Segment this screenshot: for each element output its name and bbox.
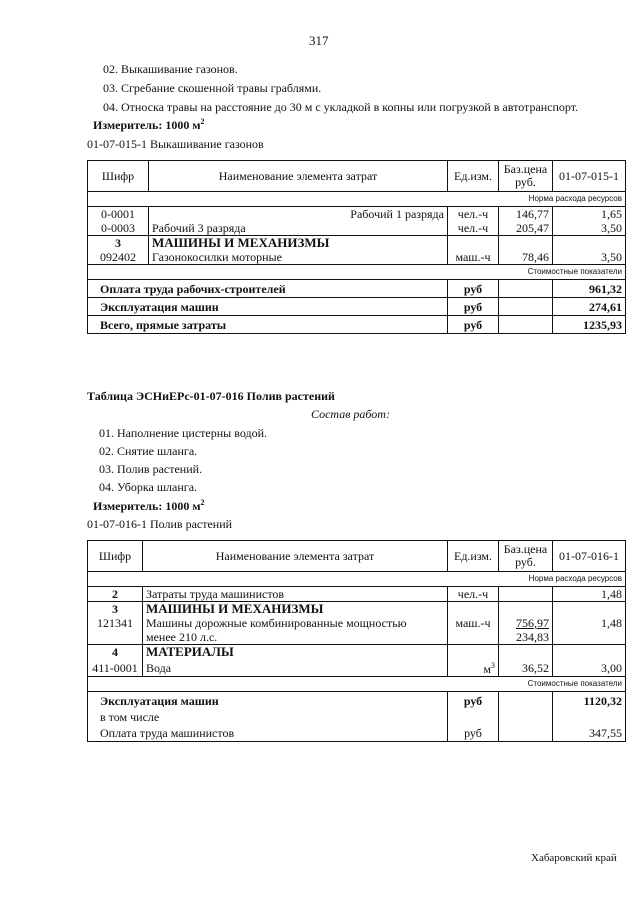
row-code: 092402 <box>88 250 149 265</box>
row-code: 3 <box>88 236 149 251</box>
table-01-07-016 <box>87 540 626 742</box>
page-number: 317 <box>309 33 329 48</box>
header-price: Баз.цена руб. <box>499 541 553 572</box>
row-price: 146,77 <box>499 207 553 222</box>
table-row <box>88 207 626 222</box>
item-2-title: 01-07-016-1 Полив растений <box>87 517 233 531</box>
total-value: 1235,93 <box>553 316 626 334</box>
total-unit: руб <box>448 298 499 316</box>
total-unit: руб <box>448 280 499 298</box>
row-value <box>553 236 626 251</box>
row-price-line-2: 234,83 <box>516 630 549 644</box>
total-name: Эксплуатация машин <box>88 298 448 316</box>
row-unit: чел.-ч <box>448 221 499 236</box>
row-unit: чел.-ч <box>448 587 499 602</box>
row-price: 78,46 <box>499 250 553 265</box>
header-code: Шифр <box>88 541 143 572</box>
total-price <box>499 692 553 710</box>
row-price: 205,47 <box>499 221 553 236</box>
header-unit: Ед.изм. <box>448 161 499 192</box>
total-unit: руб <box>448 316 499 334</box>
table-2-heading: Таблица ЭСНиЕРс-01-07-016 Полив растений <box>87 389 335 403</box>
row-value: 3,50 <box>553 250 626 265</box>
row-value <box>553 645 626 660</box>
total-price <box>499 280 553 298</box>
header-unit: Ед.изм. <box>448 541 499 572</box>
meter-1 <box>93 117 205 133</box>
row-unit <box>448 236 499 251</box>
row-price-line-1: 756,97 <box>516 616 549 630</box>
composition-label: Состав работ: <box>311 407 390 421</box>
table-2-norm-row <box>88 572 626 587</box>
table-row <box>88 221 626 236</box>
work2-item-03: 03. Полив растений. <box>99 462 203 476</box>
table-01-07-015 <box>87 160 626 334</box>
table-1-cost-row <box>88 265 626 280</box>
table-row <box>88 250 626 265</box>
total-unit <box>448 709 499 725</box>
header-name: Наименование элемента затрат <box>143 541 448 572</box>
total-name: Оплата труда машинистов <box>88 725 448 742</box>
meter-2-sup: 2 <box>200 498 205 507</box>
row-price <box>499 645 553 660</box>
row-value: 1,48 <box>553 616 626 645</box>
item-1-title: 01-07-015-1 Выкашивание газонов <box>87 137 264 151</box>
row-section-title: МАШИНЫ И МЕХАНИЗМЫ <box>143 602 448 617</box>
total-value: 274,61 <box>553 298 626 316</box>
row-name: Рабочий 3 разряда <box>149 221 448 236</box>
row-price <box>499 236 553 251</box>
work-item-04: 04. Относка травы на расстояние до 30 м с укладкой в копны или погрузкой в автотранспорт. <box>103 100 579 114</box>
row-name <box>143 616 448 645</box>
row-price <box>499 602 553 617</box>
footer-region: Хабаровский край <box>531 852 617 864</box>
row-section-title: МАШИНЫ И МЕХАНИЗМЫ <box>149 236 448 251</box>
table-1-header-row <box>88 161 626 192</box>
header-code-1: 01-07-015-1 <box>553 161 626 192</box>
total-value: 347,55 <box>553 725 626 742</box>
row-value: 1,65 <box>553 207 626 222</box>
row-code: 3 <box>88 602 143 617</box>
total-row <box>88 298 626 316</box>
cost-label: Стоимостные показатели <box>88 265 626 280</box>
row-value: 3,50 <box>553 221 626 236</box>
row-name: Затраты труда машинистов <box>143 587 448 602</box>
row-name-line-2: менее 210 л.с. <box>146 630 218 644</box>
table-row <box>88 645 626 660</box>
row-unit <box>448 602 499 617</box>
header-name: Наименование элемента затрат <box>149 161 448 192</box>
work-item-03: 03. Сгребание скошенной травы граблями. <box>103 81 322 95</box>
row-section-title: МАТЕРИАЛЫ <box>143 645 448 660</box>
total-value: 961,32 <box>553 280 626 298</box>
meter-1-text: Измеритель: 1000 м <box>93 118 201 132</box>
norm-label: Норма расхода ресурсов <box>88 572 626 587</box>
row-value: 1,48 <box>553 587 626 602</box>
total-name: Эксплуатация машин <box>88 692 448 710</box>
row-code: 411-0001 <box>88 659 143 677</box>
meter-1-sup: 2 <box>200 117 205 126</box>
row-name: Газонокосилки моторные <box>149 250 448 265</box>
meter-2 <box>93 498 205 514</box>
row-price <box>499 616 553 645</box>
row-unit: маш.-ч <box>448 616 499 645</box>
work2-item-01: 01. Наполнение цистерны водой. <box>99 426 267 440</box>
work2-item-02: 02. Снятие шланга. <box>99 444 198 458</box>
table-2-cost-row <box>88 677 626 692</box>
table-row <box>88 236 626 251</box>
header-code-2: 01-07-016-1 <box>553 541 626 572</box>
table-row <box>88 659 626 677</box>
total-value <box>553 709 626 725</box>
row-unit: чел.-ч <box>448 207 499 222</box>
row-name: Вода <box>143 659 448 677</box>
total-value: 1120,32 <box>553 692 626 710</box>
total-row <box>88 709 626 725</box>
row-unit-sup: 3 <box>491 661 495 670</box>
total-name: в том числе <box>88 709 448 725</box>
work2-item-04: 04. Уборка шланга. <box>99 480 198 494</box>
row-name: Рабочий 1 разряда <box>149 207 448 222</box>
total-price <box>499 316 553 334</box>
row-value <box>553 602 626 617</box>
total-price <box>499 725 553 742</box>
total-row <box>88 692 626 710</box>
row-unit <box>448 645 499 660</box>
row-code: 121341 <box>88 616 143 645</box>
row-value: 3,00 <box>553 659 626 677</box>
total-unit: руб <box>448 692 499 710</box>
row-unit-text: м <box>483 662 491 676</box>
row-price <box>499 587 553 602</box>
total-name: Всего, прямые затраты <box>88 316 448 334</box>
work-item-02: 02. Выкашивание газонов. <box>103 62 238 76</box>
row-code: 0-0003 <box>88 221 149 236</box>
table-1-norm-row <box>88 192 626 207</box>
norm-label: Норма расхода ресурсов <box>88 192 626 207</box>
row-unit: маш.-ч <box>448 250 499 265</box>
meter-2-text: Измеритель: 1000 м <box>93 499 201 513</box>
total-name: Оплата труда рабочих-строителей <box>88 280 448 298</box>
cost-label: Стоимостные показатели <box>88 677 626 692</box>
row-code: 0-0001 <box>88 207 149 222</box>
table-row <box>88 602 626 617</box>
table-2-header-row <box>88 541 626 572</box>
row-code: 4 <box>88 645 143 660</box>
table-row <box>88 587 626 602</box>
total-row <box>88 316 626 334</box>
total-price <box>499 709 553 725</box>
header-price: Баз.цена руб. <box>499 161 553 192</box>
total-unit: руб <box>448 725 499 742</box>
row-unit <box>448 659 499 677</box>
row-name-line-1: Машины дорожные комбинированные мощностью <box>146 616 407 630</box>
row-price: 36,52 <box>499 659 553 677</box>
row-code: 2 <box>88 587 143 602</box>
total-price <box>499 298 553 316</box>
table-row <box>88 616 626 645</box>
total-row <box>88 725 626 742</box>
total-row <box>88 280 626 298</box>
header-code: Шифр <box>88 161 149 192</box>
